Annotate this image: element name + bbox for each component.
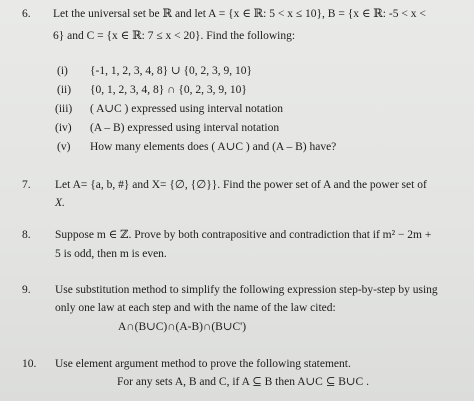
question-6-item-label: (iv) bbox=[55, 122, 72, 134]
question-9-expression: A∩(B∪C)∩(A-B)∩(B∪C') bbox=[118, 321, 247, 333]
question-7-number: 7. bbox=[22, 179, 31, 191]
question-9-number: 9. bbox=[22, 284, 31, 296]
question-10-number: 10. bbox=[22, 358, 37, 370]
question-9-line-2: only one law at each step and with the name of the law cited: bbox=[55, 302, 336, 314]
question-6-item-text: How many elements does ( A∪C ) and (A – B) have? bbox=[90, 141, 337, 153]
question-6-line-2: 6} and C = {x ∈ ℝ: 7 ≤ x < 20}. Find the following: bbox=[53, 30, 296, 42]
question-6-item-text: {0, 1, 2, 3, 4, 8} ∩ {0, 2, 3, 9, 10} bbox=[90, 84, 247, 96]
question-6-item-label: (i) bbox=[57, 65, 68, 77]
question-7-line-1: Let A= {a, b, #} and X= {∅, {∅}}. Find the power set of A and the power set of bbox=[55, 179, 427, 191]
question-6-line-1: Let the universal set be ℝ and let A = {x ∈ ℝ: 5 < x ≤ 10}, B = {x ∈ ℝ: -5 < x < bbox=[53, 8, 426, 20]
question-6-item-label: (iii) bbox=[55, 103, 73, 115]
question-6-item-text: (A – B) expressed using interval notation bbox=[90, 122, 280, 134]
question-8-line-2: 5 is odd, then m is even. bbox=[55, 248, 167, 260]
question-7-line-2: X. bbox=[55, 197, 65, 209]
question-9-line-1: Use substitution method to simplify the following expression step-by-step by using bbox=[55, 284, 438, 296]
question-6-item-text: ( A∪C ) expressed using interval notation bbox=[90, 103, 283, 115]
question-6-item-label: (ii) bbox=[57, 84, 72, 96]
question-8-number: 8. bbox=[22, 229, 31, 241]
question-6-item-text: {-1, 1, 2, 3, 4, 8} ∪ {0, 2, 3, 9, 10} bbox=[90, 65, 253, 77]
question-6-item-label: (v) bbox=[57, 141, 71, 153]
question-8-line-1: Suppose m ∈ ℤ. Prove by both contrapositive and contradiction that if m² − 2m + bbox=[55, 229, 432, 241]
question-10-line-2: For any sets A, B and C, if A ⊆ B then A∪C ⊆ B∪C . bbox=[117, 376, 369, 388]
question-6-number: 6. bbox=[22, 8, 31, 20]
question-10-line-1: Use element argument method to prove the following statement. bbox=[55, 358, 351, 370]
